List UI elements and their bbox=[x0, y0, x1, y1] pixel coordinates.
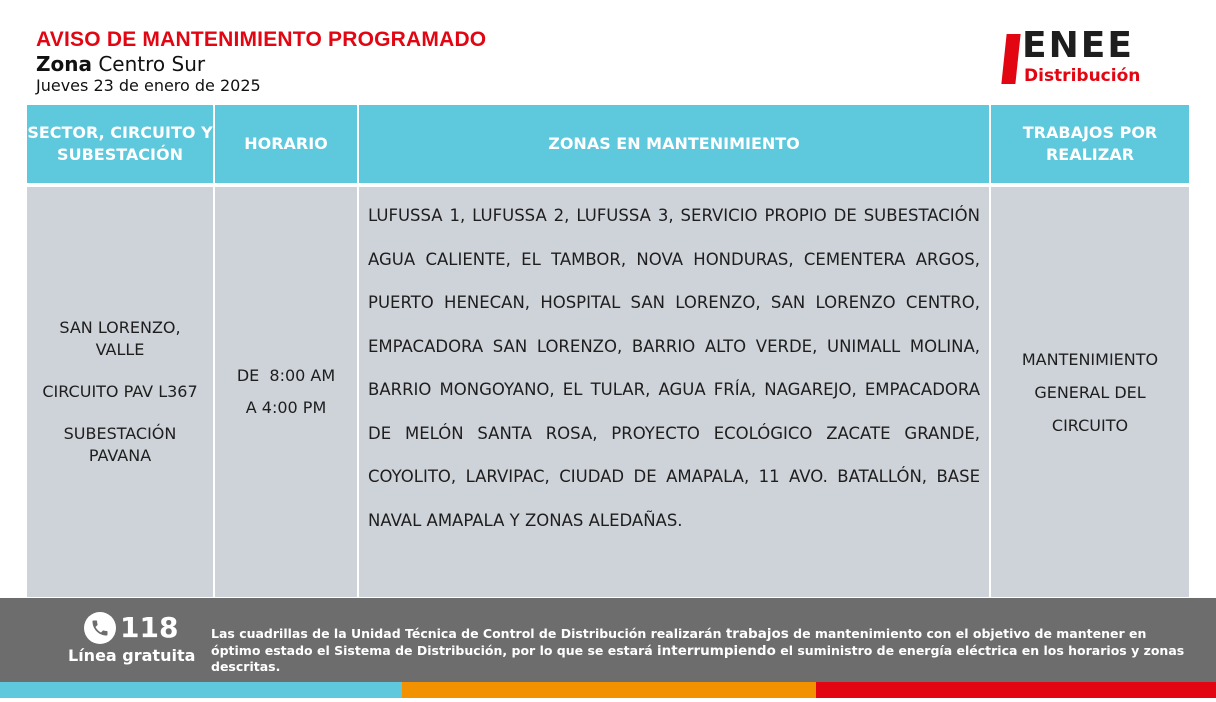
sector-name: SAN LORENZO, VALLE bbox=[59, 318, 181, 359]
notice-part-2: de mantenimiento con el objetivo de mantener en óptimo estado el Sistema de Distribución, por lo que se estará bbox=[211, 626, 1147, 658]
schedule-start: DE 8:00 AM bbox=[236, 366, 336, 385]
zone-label-bold: Zona bbox=[36, 52, 92, 76]
phone-icon bbox=[84, 612, 116, 644]
zone-label-rest: Centro Sur bbox=[91, 52, 206, 76]
cell-sector bbox=[27, 187, 213, 597]
hotline-number: 118 bbox=[120, 611, 179, 644]
notice-part-1: Las cuadrillas de la Unidad Técnica de Control de Distribución realizarán bbox=[211, 626, 726, 641]
stripe-red bbox=[816, 682, 1216, 698]
stripe-cyan bbox=[0, 682, 402, 698]
cell-zonas: LUFUSSA 1, LUFUSSA 2, LUFUSSA 3, SERVICIO PROPIO DE SUBESTACIÓN AGUA CALIENTE, EL TAMBOR, NOVA HONDURAS, CEMENTERA ARGOS, PUERTO HENECAN, HOSPITAL SAN LORENZO, SAN LORENZO CENTRO, EMPACADORA SAN LORENZO, BARRIO ALTO VERDE, UNIMALL MOLINA, BARRIO MONGOYANO, EL TULAR, AGUA FRÍA, NAGAREJO, EMPACADORA DE MELÓN SANTA ROSA, PROYECTO ECOLÓGICO ZACATE GRANDE, COYOLITO, LARVIPAC, CIUDAD DE AMAPALA, 11 AVO. BATALLÓN, BASE NAVAL AMAPALA Y ZONAS ALEDAÑAS. bbox=[359, 187, 989, 597]
header-zonas: ZONAS EN MANTENIMIENTO bbox=[359, 105, 989, 183]
schedule-end: A 4:00 PM bbox=[245, 398, 327, 417]
footer-notice bbox=[211, 626, 1191, 676]
footer-bar bbox=[0, 598, 1216, 682]
notice-part-3: el suministro de energía eléctrica en los horarios y zonas descritas. bbox=[211, 642, 1185, 674]
header-trabajos: TRABAJOS POR REALIZAR bbox=[991, 105, 1189, 183]
maintenance-table bbox=[27, 105, 1189, 597]
logo-sub: Distribución bbox=[1024, 66, 1141, 86]
notice-emphasis-2: interrumpiendo bbox=[657, 642, 776, 659]
logo-mark-icon bbox=[1001, 34, 1020, 84]
logo-brand: ENEE bbox=[1022, 25, 1134, 66]
zone-label bbox=[36, 52, 486, 76]
cell-trabajos: MANTENIMIENTO GENERAL DEL CIRCUITO bbox=[991, 187, 1189, 597]
notice-emphasis-1: trabajos bbox=[725, 626, 789, 642]
free-line-label: Línea gratuita bbox=[68, 646, 196, 665]
cell-horario bbox=[215, 187, 357, 597]
substation-name: SUBESTACIÓN PAVANA bbox=[63, 424, 177, 465]
hotline bbox=[84, 610, 204, 646]
header-horario: HORARIO bbox=[215, 105, 357, 183]
circuit-name: CIRCUITO PAV L367 bbox=[42, 382, 198, 401]
notice-header bbox=[36, 28, 486, 96]
header-sector: SECTOR, CIRCUITO Y SUBESTACIÓN bbox=[27, 105, 213, 183]
notice-date: Jueves 23 de enero de 2025 bbox=[36, 76, 261, 95]
enee-logo bbox=[1000, 25, 1172, 88]
stripe-orange bbox=[402, 682, 816, 698]
notice-title: AVISO DE MANTENIMIENTO PROGRAMADO bbox=[36, 28, 487, 51]
